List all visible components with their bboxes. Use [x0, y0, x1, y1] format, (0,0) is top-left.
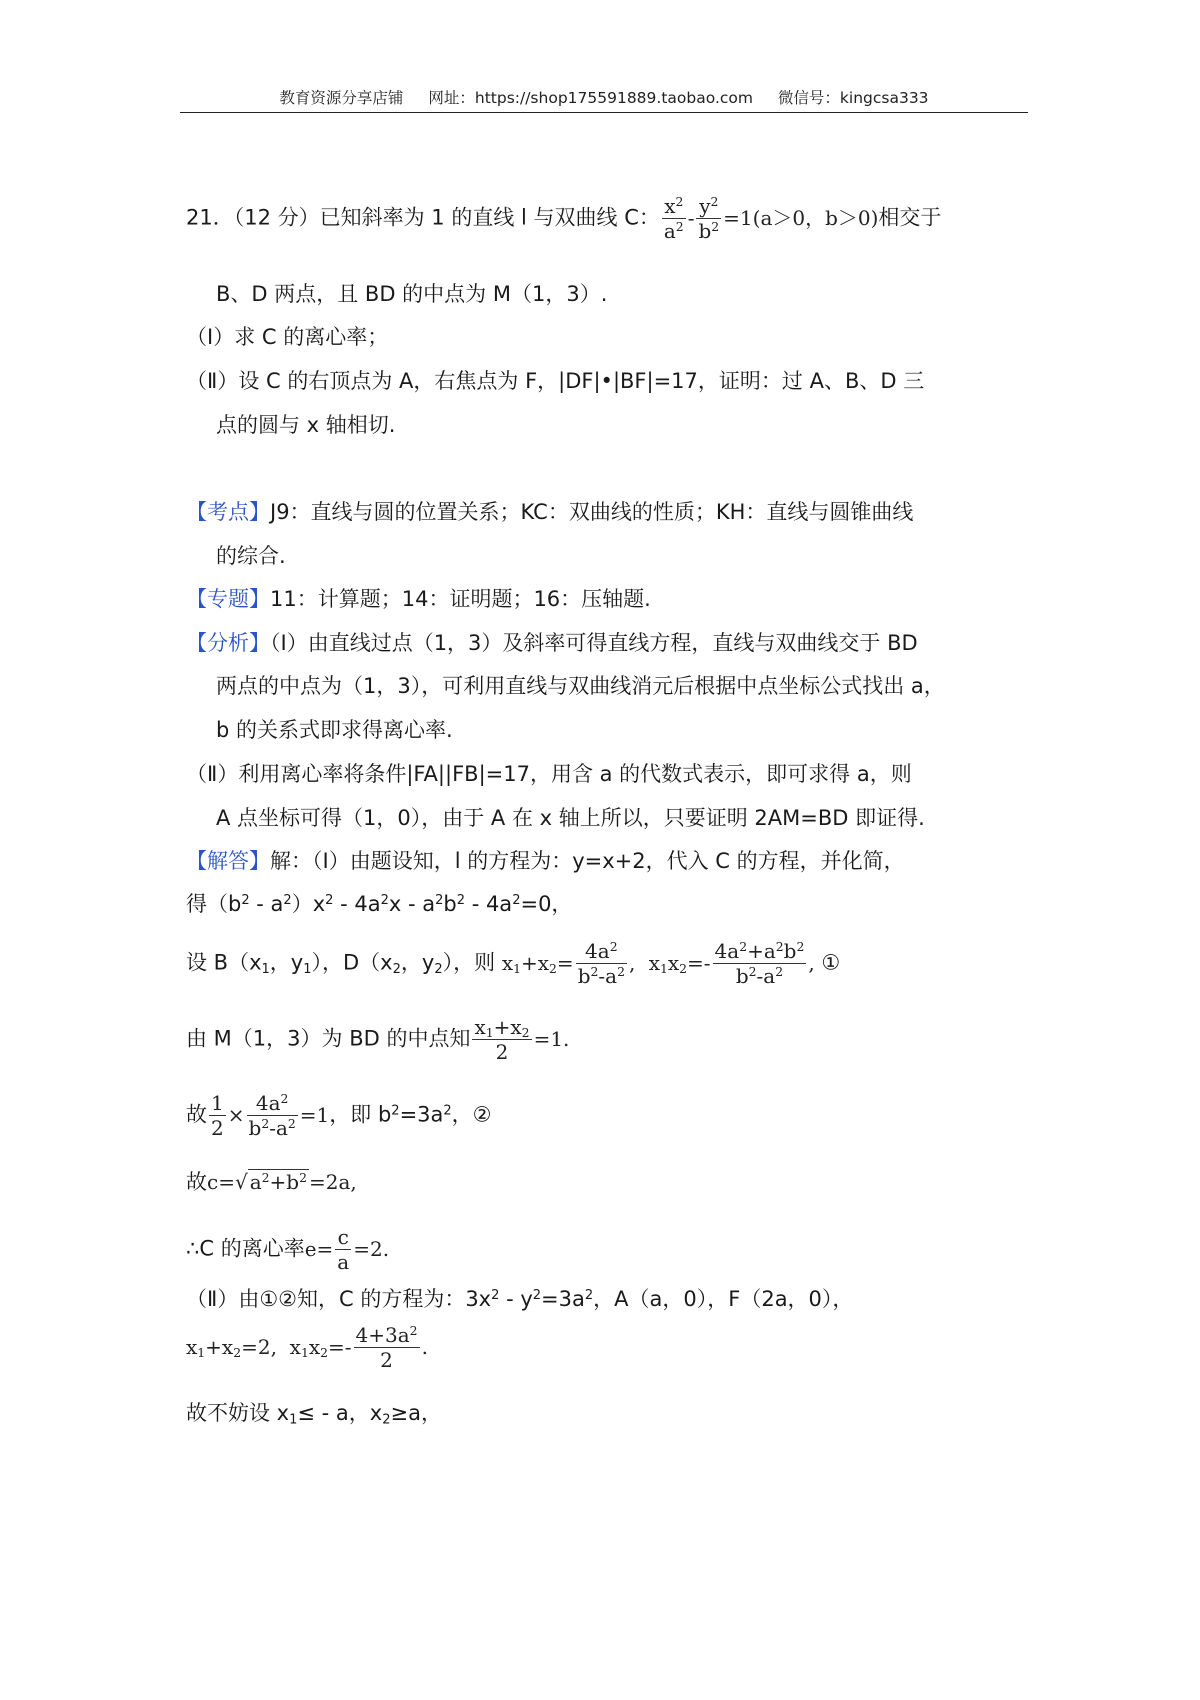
jieda-line-7: ∴C 的离心率e= $\frac{c}{a}$ =2. — [186, 1225, 390, 1274]
jieda-line-9 — [186, 1324, 428, 1372]
shop-url: 网址：https://shop175591889.taobao.com — [428, 89, 753, 107]
wechat-id: 微信号：kingcsa333 — [777, 89, 929, 107]
hyperbola-equation: $\frac{x^2}{a^2}$ - $\frac{y^2}{b^2}$ =1(a＞0，b＞0) — [663, 194, 879, 243]
question-part-1: （Ⅰ）求 C 的离心率； — [186, 325, 389, 349]
vieta-sum: $x_1+x_2=$ $\frac{4a^2}{b^2-a^2}$ , — [501, 939, 636, 988]
vieta-product: $x_1x_2=-$ $\frac{4a^2+a^2b^2}{b^2-a^2}$ , — [648, 939, 815, 988]
eccentricity-equation: e= $\frac{c}{a}$ =2. — [304, 1225, 390, 1274]
jieda-line-8: （Ⅱ）由①②知，C 的方程为：$3x^2 - y^2=3a^2$，A（a，0），F（2a，0）， — [186, 1287, 854, 1311]
jieda-line-1: 【解答】解：（Ⅰ）由题设知，l 的方程为：y=x+2，代入 C 的方程，并化简， — [186, 849, 905, 873]
shop-name: 教育资源分享店铺 — [279, 89, 404, 107]
page-header — [180, 86, 1028, 108]
fenxi-line-2: 两点的中点为（1，3），可利用直线与双曲线消元后根据中点坐标公式找出 a， — [216, 674, 945, 698]
jieda-line-3: 设 $B(x_1$，$y_1$），$D(x_2$，$y_2$），则 $x_1+x_2=$ $\frac{4a^2}{b^2-a^2}$ , $x_1x_2=-$ $\frac{4a^2+a^2b^2}{b^2-a^2}$ , ① — [186, 939, 841, 988]
midpoint-equation: $\frac{x_1+x_2}{2}$ =1. — [474, 1015, 570, 1064]
kaodian-line-2: 的综合. — [216, 544, 286, 568]
jieda-tag: 【解答】 — [186, 849, 270, 873]
header-rule — [180, 112, 1028, 113]
kaodian-line-1: 【考点】J9：直线与圆的位置关系；KC：双曲线的性质；KH：直线与圆锥曲线 — [186, 500, 914, 524]
root-relations: $x_1+x_2=2$, $x_1x_2=-$ $\frac{4+3a^2}{2}$ . — [186, 1323, 428, 1372]
question-part-2-cont: 点的圆与 x 轴相切. — [216, 413, 396, 437]
focal-distance-equation: c=√ $a^2+b^2 =2a$, — [207, 1170, 357, 1194]
fenxi-line-4: （Ⅱ）利用离心率将条件|FA||FB|=17，用含 a 的代数式表示，即可求得 a，则 — [186, 762, 912, 786]
zhuanti-line: 【专题】11：计算题；14：证明题；16：压轴题. — [186, 587, 651, 611]
fenxi-line-3: b 的关系式即求得离心率. — [216, 718, 453, 742]
jieda-line-2: 得$(b^2 - a^2)x^2 - 4a^2x - a^2b^2 - 4a^2=0$， — [186, 892, 573, 916]
fenxi-tag: 【分析】 — [186, 631, 270, 655]
question-line-2: B、D 两点，且 BD 的中点为 M（1，3）. — [216, 282, 608, 306]
jieda-line-6: 故c=√ $a^2+b^2 =2a$, — [186, 1170, 357, 1194]
question-part-2: （Ⅱ）设 C 的右顶点为 A，右焦点为 F，|DF|•|BF|=17，证明：过 A、B、D 三 — [186, 369, 925, 393]
question-line-1: 21．（12 分）已知斜率为 1 的直线 l 与双曲线 C： $\frac{x^2}{a^2}$ - $\frac{y^2}{b^2}$ =1(a＞0，b＞0)相交于 — [186, 194, 942, 243]
kaodian-tag: 【考点】 — [186, 500, 270, 524]
jieda-line-4: 由 M（1，3）为 BD 的中点知 $\frac{x_1+x_2}{2}$ =1. — [186, 1015, 570, 1064]
jieda-line-10: 故不妨设 $x_1\le - a$，$x_2\ge a$， — [186, 1401, 442, 1428]
jieda-line-5: 故 $\frac{1}{2}$ × $\frac{4a^2}{b^2-a^2}$ =1，即 $b^2=3a^2$，② — [186, 1091, 492, 1140]
fenxi-line-5: A 点坐标可得（1，0），由于 A 在 x 轴上所以，只要证明 2AM=BD 即证得. — [216, 806, 925, 830]
zhuanti-tag: 【专题】 — [186, 587, 270, 611]
ratio-equation: $\frac{1}{2}$ × $\frac{4a^2}{b^2-a^2}$ =1 — [211, 1091, 330, 1140]
label-1: ① — [821, 950, 841, 975]
fenxi-line-1: 【分析】（Ⅰ）由直线过点（1，3）及斜率可得直线方程，直线与双曲线交于 BD — [186, 631, 918, 655]
